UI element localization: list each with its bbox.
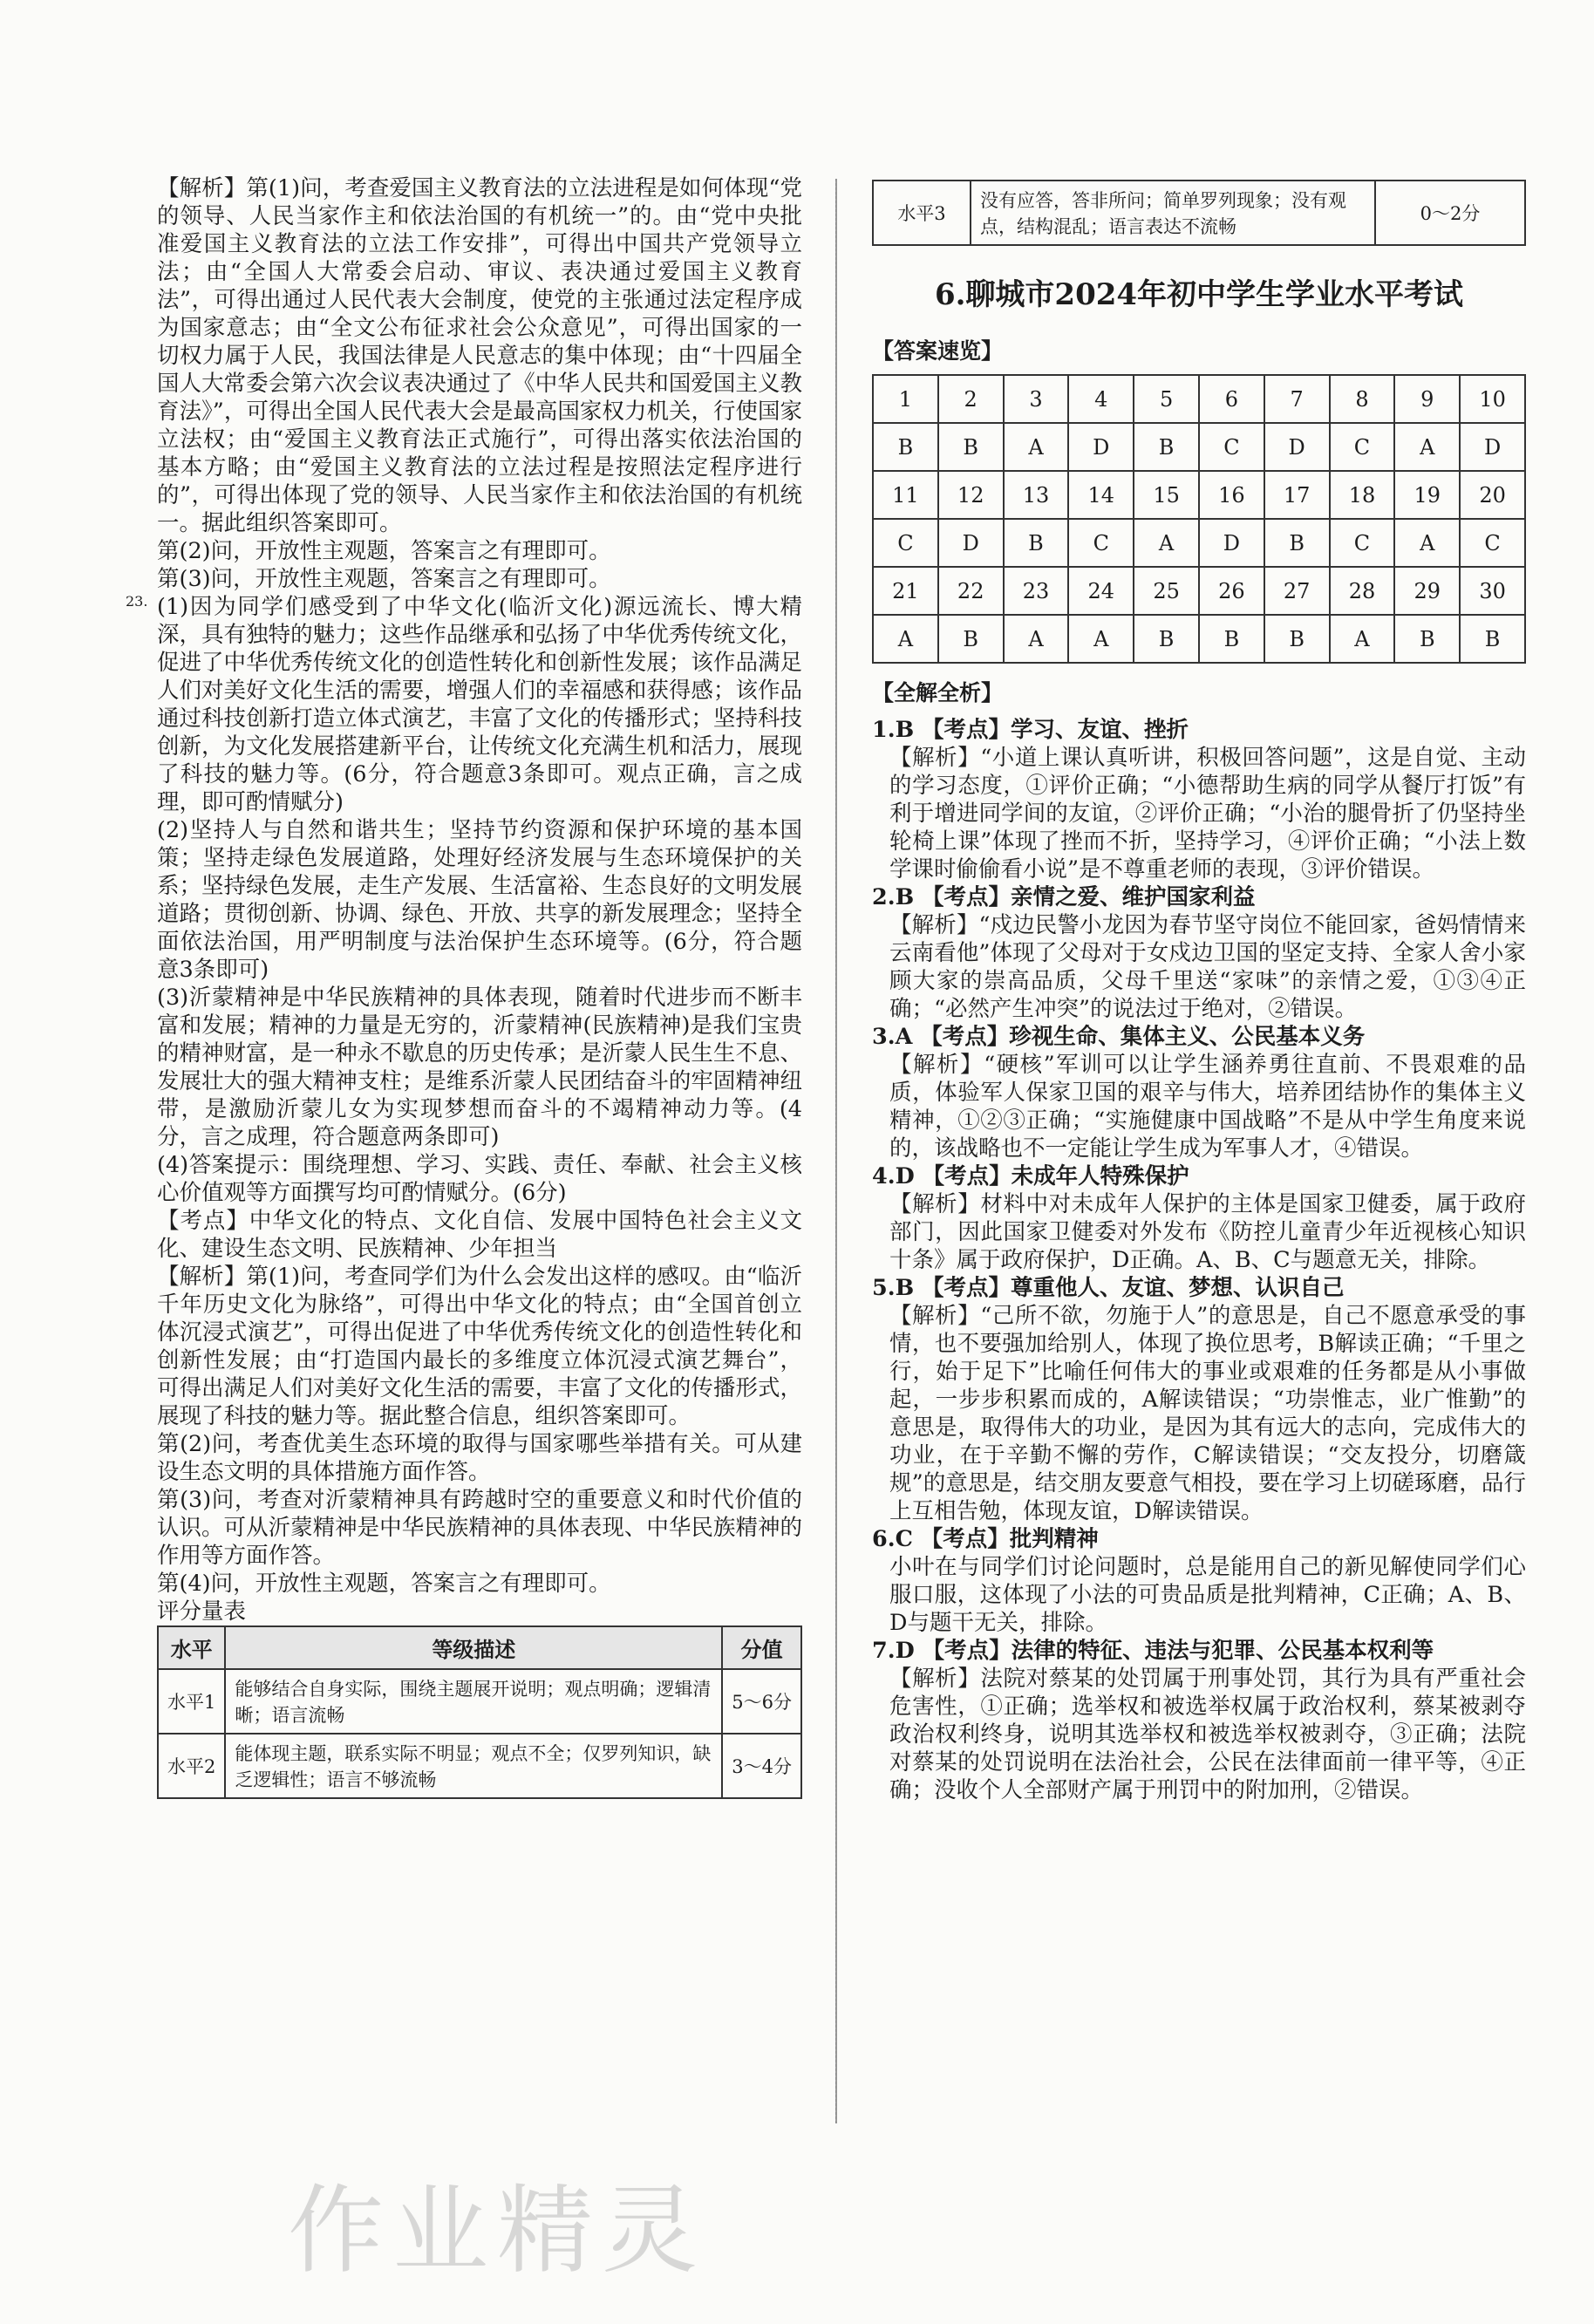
answer-cell: A (873, 615, 938, 663)
answer-grid-row (873, 615, 1525, 663)
question-number-cell: 25 (1134, 567, 1199, 615)
rubric-head-level: 水平 (158, 1626, 225, 1669)
question-number-cell: 29 (1394, 567, 1460, 615)
question-number-cell: 23 (1004, 567, 1069, 615)
rubric-row (158, 1734, 801, 1798)
question-number-cell: 22 (938, 567, 1004, 615)
answer-cell: A (1330, 615, 1395, 663)
answer-cell: A (1394, 519, 1460, 567)
analysis-item (872, 1162, 1526, 1274)
answer-cell: C (1068, 519, 1134, 567)
item-body: 【解析】材料中对未成年人保护的主体是国家卫健委，属于政府部门，因此国家卫健委对外发布《防控儿童青少年近视核心知识十条》属于政府保护，D正确。A、B、C与题意无关，排除。 (889, 1191, 1526, 1273)
answer-cell: A (1394, 423, 1460, 471)
answer-cell: B (1264, 615, 1330, 663)
answer-4: (4)答案提示：围绕理想、学习、实践、责任、奉献、社会主义核心价值观等方面撰写均可酌情赋分。(6分) (157, 1152, 802, 1206)
item-body: 【解析】“硬核”军训可以让学生涵养勇往直前、不畏艰难的品质，体验军人保家卫国的艰辛与伟大，培养团结协作的集体主义精神，①②③正确；“实施健康中国战略”不是从中学生角度来说的，该战略也不一定能让学生成为军事人才，④错误。 (889, 1052, 1526, 1162)
right-column (872, 180, 1526, 1804)
answer-cell: D (1264, 423, 1330, 471)
analysis-item (872, 1023, 1526, 1162)
item-body: 【解析】“戍边民警小龙因为春节坚守岗位不能回家，爸妈情情来云南看他”体现了父母对于女戍边卫国的坚定支持、全家人舍小家顾大家的崇高品质，父母千里送“家味”的亲情之爱，①③④正确；“必然产生冲突”的说法过于绝对，②错误。 (889, 912, 1526, 1022)
rubric-level: 水平2 (158, 1734, 225, 1798)
item-body: 【解析】“小道上课认真听讲，积极回答问题”，这是自觉、主动的学习态度，①评价正确；“小德帮助生病的同学从餐厅打饭”有利于增进同学间的友谊，②评价正确；“小治的腿骨折了仍坚持坐轮椅上课”体现了挫而不折，坚持学习，④评价正确；“小法上数学课时偷偷看小说”是不尊重老师的表现，③评价错误。 (889, 745, 1526, 883)
answer-grid-row (873, 375, 1525, 423)
watermark: 作业精灵 (288, 2175, 706, 2287)
question-number-cell: 14 (1068, 471, 1134, 519)
rubric-desc: 能体现主题，联系实际不明显；观点不全；仅罗列知识，缺乏逻辑性；语言不够流畅 (225, 1734, 722, 1798)
answer-cell: A (1134, 519, 1199, 567)
analysis-q3: 第(3)问，开放性主观题，答案言之有理即可。 (157, 566, 611, 592)
analysis-1: 【解析】第(1)问，考查同学们为什么会发出这样的感叹。由“临沂千年历史文化为脉络”，可得出中华文化的特点；由“全国首创立体沉浸式演艺”，可得出促进了中华优秀传统文化的创造性转化和创新性发展；由“打造国内最长的多维度立体沉浸式演艺舞台”，可得出满足人们对美好文化生活的需要，丰富了文化的传播形式，展现了科技的魅力等。据此整合信息，组织答案即可。 (157, 1264, 802, 1429)
question-number-cell: 2 (938, 375, 1004, 423)
answer-grid (872, 374, 1526, 664)
exam-title: 6.聊城市2024年初中学生学业水平考试 (934, 277, 1464, 312)
item-body: 【解析】“己所不欲，勿施于人”的意思是，自己不愿意承受的事情，也不要强加给别人，体现了换位思考，B解读正确；“千里之行，始于足下”比喻任何伟大的事业或艰难的任务都是从小事做起，一步步积累而成的，A解读错误；“功崇惟志，业广惟勤”的意思是，取得伟大的功业，是因为其有远大的志向，完成伟大的功业，在于辛勤不懈的劳作，C解读错误；“交友投分，切磨箴规”的意思是，结交朋友要意气相投，要在学习上切磋琢磨，品行上互相告勉，体现友谊，D解读错误。 (889, 1303, 1526, 1524)
question-number-cell: 6 (1199, 375, 1264, 423)
answer-cell: A (1004, 615, 1069, 663)
question-number-cell: 10 (1460, 375, 1525, 423)
question-number-cell: 3 (1004, 375, 1069, 423)
analysis-items (872, 716, 1526, 1804)
question-number-cell: 24 (1068, 567, 1134, 615)
answer-cell: A (1068, 615, 1134, 663)
rubric-score: 5～6分 (722, 1669, 801, 1734)
answer-cell: A (1004, 423, 1069, 471)
question-number-cell: 27 (1264, 567, 1330, 615)
rubric-head-desc: 等级描述 (225, 1626, 722, 1669)
answer-cell: D (1199, 519, 1264, 567)
question-number-cell: 28 (1330, 567, 1395, 615)
answer-cell: B (938, 615, 1004, 663)
item-head: 5.B 【考点】尊重他人、友谊、梦想、认识自己 (872, 1275, 1345, 1301)
answer-cell: B (938, 423, 1004, 471)
answer-1: (1)因为同学们感受到了中华文化(临沂文化)源远流长、博大精深，具有独特的魅力；这些作品继承和弘扬了中华优秀传统文化，促进了中华优秀传统文化的创造性转化和创新性发展；该作品满足人们对美好文化生活的需要，增强人们的幸福感和获得感；该作品通过科技创新打造立体式演艺，丰富了文化的传播形式；坚持科技创新，为文化发展搭建新平台，让传统文化充满生机和活力，展现了科技的魅力等。(6分，符合题意3条即可。观点正确，言之成理，即可酌情赋分) (157, 594, 802, 815)
analysis-item (872, 1637, 1526, 1804)
question-number-cell: 4 (1068, 375, 1134, 423)
question-number-cell: 20 (1460, 471, 1525, 519)
rubric-row (158, 1669, 801, 1734)
question-23 (126, 593, 802, 1625)
analysis-item (872, 883, 1526, 1023)
item-body: 小叶在与同学们讨论问题时，总是能用自己的新见解使同学们心服口服，这体现了小法的可贵品质是批判精神，C正确；A、B、D与题干无关，排除。 (889, 1554, 1526, 1636)
answer-grid-row (873, 423, 1525, 471)
question-number-cell: 16 (1199, 471, 1264, 519)
item-head: 3.A 【考点】珍视生命、集体主义、公民基本义务 (872, 1024, 1366, 1050)
rubric-table-continued (872, 180, 1526, 246)
answer-cell: B (1134, 615, 1199, 663)
question-number-cell: 7 (1264, 375, 1330, 423)
question-number-cell: 15 (1134, 471, 1199, 519)
question-number-cell: 1 (873, 375, 938, 423)
answer-cell: B (1264, 519, 1330, 567)
analysis-2: 第(2)问，考查优美生态环境的取得与国家哪些举措有关。可从建设生态文明的具体措施方面作答。 (157, 1431, 802, 1485)
rubric-level: 水平3 (873, 181, 971, 245)
rubric-table (157, 1625, 802, 1799)
rubric-score: 3～4分 (722, 1734, 801, 1798)
answer-cell: B (873, 423, 938, 471)
question-number-cell: 11 (873, 471, 938, 519)
rubric-desc: 没有应答，答非所问；简单罗列现象；没有观点，结构混乱；语言表达不流畅 (971, 181, 1375, 245)
analysis-item (872, 1274, 1526, 1525)
answer-cell: B (1199, 615, 1264, 663)
answer-cell: C (1330, 519, 1395, 567)
rubric-title: 评分量表 (157, 1598, 247, 1625)
rubric-level: 水平1 (158, 1669, 225, 1734)
answer-cell: D (1460, 423, 1525, 471)
question-number-cell: 17 (1264, 471, 1330, 519)
answer-2: (2)坚持人与自然和谐共生；坚持节约资源和保护环境的基本国策；坚持走绿色发展道路，处理好经济发展与生态环境保护的关系；坚持绿色发展，走生产发展、生活富裕、生态良好的文明发展道路；贯彻创新、协调、绿色、开放、共享的新发展理念；坚持全面依法治国，用严明制度与法治保护生态环境等。(6分，符合题意3条即可) (157, 817, 802, 983)
rubric-head-score: 分值 (722, 1626, 801, 1669)
rubric-desc: 能够结合自身实际，围绕主题展开说明；观点明确；逻辑清晰；语言流畅 (225, 1669, 722, 1734)
answer-cell: C (873, 519, 938, 567)
analysis-item (872, 716, 1526, 883)
question-number-cell: 8 (1330, 375, 1395, 423)
answer-cell: D (938, 519, 1004, 567)
answer-cell: B (1394, 615, 1460, 663)
item-head: 7.D 【考点】法律的特征、违法与犯罪、公民基本权利等 (872, 1638, 1434, 1664)
answer-cell: C (1460, 519, 1525, 567)
question-number-cell: 12 (938, 471, 1004, 519)
question-number-cell: 21 (873, 567, 938, 615)
answer-grid-row (873, 519, 1525, 567)
analysis-item (872, 1525, 1526, 1637)
item-head: 6.C 【考点】批判精神 (872, 1526, 1099, 1552)
answer-cell: B (1460, 615, 1525, 663)
item-head: 4.D 【考点】未成年人特殊保护 (872, 1163, 1189, 1189)
knowledge-points: 【考点】中华文化的特点、文化自信、发展中国特色社会主义文化、建设生态文明、民族精神、少年担当 (157, 1208, 802, 1262)
question-number-cell: 13 (1004, 471, 1069, 519)
answer-cell: D (1068, 423, 1134, 471)
rubric-score: 0～2分 (1375, 181, 1525, 245)
answer-3: (3)沂蒙精神是中华民族精神的具体表现，随着时代进步而不断丰富和发展；精神的力量是无穷的，沂蒙精神(民族精神)是我们宝贵的精神财富，是一种永不歇息的历史传承；是沂蒙人民生生不息、发展壮大的强大精神支柱；是维系沂蒙人民团结奋斗的牢固精神纽带，是激励沂蒙儿女为实现梦想而奋斗的不竭精神动力等。(4分，言之成理，符合题意两条即可) (157, 985, 802, 1150)
question-number-cell: 9 (1394, 375, 1460, 423)
full-analysis-tag: 【全解全析】 (872, 680, 1004, 705)
answer-cell: C (1199, 423, 1264, 471)
analysis-paragraph: 【解析】第(1)问，考查爱国主义教育法的立法进程是如何体现“党的领导、人民当家作主和依法治国的有机统一”的。由“党中央批准爱国主义教育法的立法工作安排”，可得出中国共产党领导立法；由“全国人大常委会启动、审议、表决通过爱国主义教育法”，可得出通过人民代表大会制度，使党的主张通过法定程序成为国家意志；由“全文公布征求社会公众意见”，可得出国家的一切权力属于人民，我国法律是人民意志的集中体现；由“十四届全国人大常委会第六次会议表决通过了《中华人民共和国爱国主义教育法》”，可得出全国人民代表大会是最高国家权力机关，行使国家立法权；由“爱国主义教育法正式施行”，可得出落实依法治国的基本方略；由“爱国主义教育法的立法过程是按照法定程序进行的”，可得出体现了党的领导、人民当家作主和依法治国的有机统一。据此组织答案即可。 (157, 175, 802, 536)
item-head: 1.B 【考点】学习、友谊、挫折 (872, 717, 1189, 743)
question-number-cell: 18 (1330, 471, 1395, 519)
question-number-cell: 30 (1460, 567, 1525, 615)
rubric-row (873, 181, 1525, 245)
answer-grid-row (873, 567, 1525, 615)
question-number-cell: 26 (1199, 567, 1264, 615)
question-number-cell: 19 (1394, 471, 1460, 519)
answer-grid-row (873, 471, 1525, 519)
answer-overview-tag: 【答案速览】 (872, 338, 1004, 364)
answer-cell: C (1330, 423, 1395, 471)
answer-cell: B (1004, 519, 1069, 567)
analysis-q2: 第(2)问，开放性主观题，答案言之有理即可。 (157, 538, 611, 564)
answer-cell: B (1134, 423, 1199, 471)
left-column (126, 174, 802, 1799)
question-number: 23. (126, 593, 148, 610)
analysis-3: 第(3)问，考查对沂蒙精神具有跨越时空的重要意义和时代价值的认识。可从沂蒙精神是中华民族精神的具体表现、中华民族精神的作用等方面作答。 (157, 1487, 802, 1569)
item-body: 【解析】法院对蔡某的处罚属于刑事处罚，其行为具有严重社会危害性，①正确；选举权和被选举权属于政治权利，蔡某被剥夺政治权利终身，说明其选举权和被选举权被剥夺，③正确；法院对蔡某的处罚说明在法治社会，公民在法律面前一律平等，④正确；没收个人全部财产属于刑罚中的附加刑，②错误。 (889, 1666, 1526, 1803)
question-number-cell: 5 (1134, 375, 1199, 423)
analysis-4: 第(4)问，开放性主观题，答案言之有理即可。 (157, 1571, 611, 1597)
item-head: 2.B 【考点】亲情之爱、维护国家利益 (872, 884, 1256, 910)
column-divider (835, 179, 837, 2123)
